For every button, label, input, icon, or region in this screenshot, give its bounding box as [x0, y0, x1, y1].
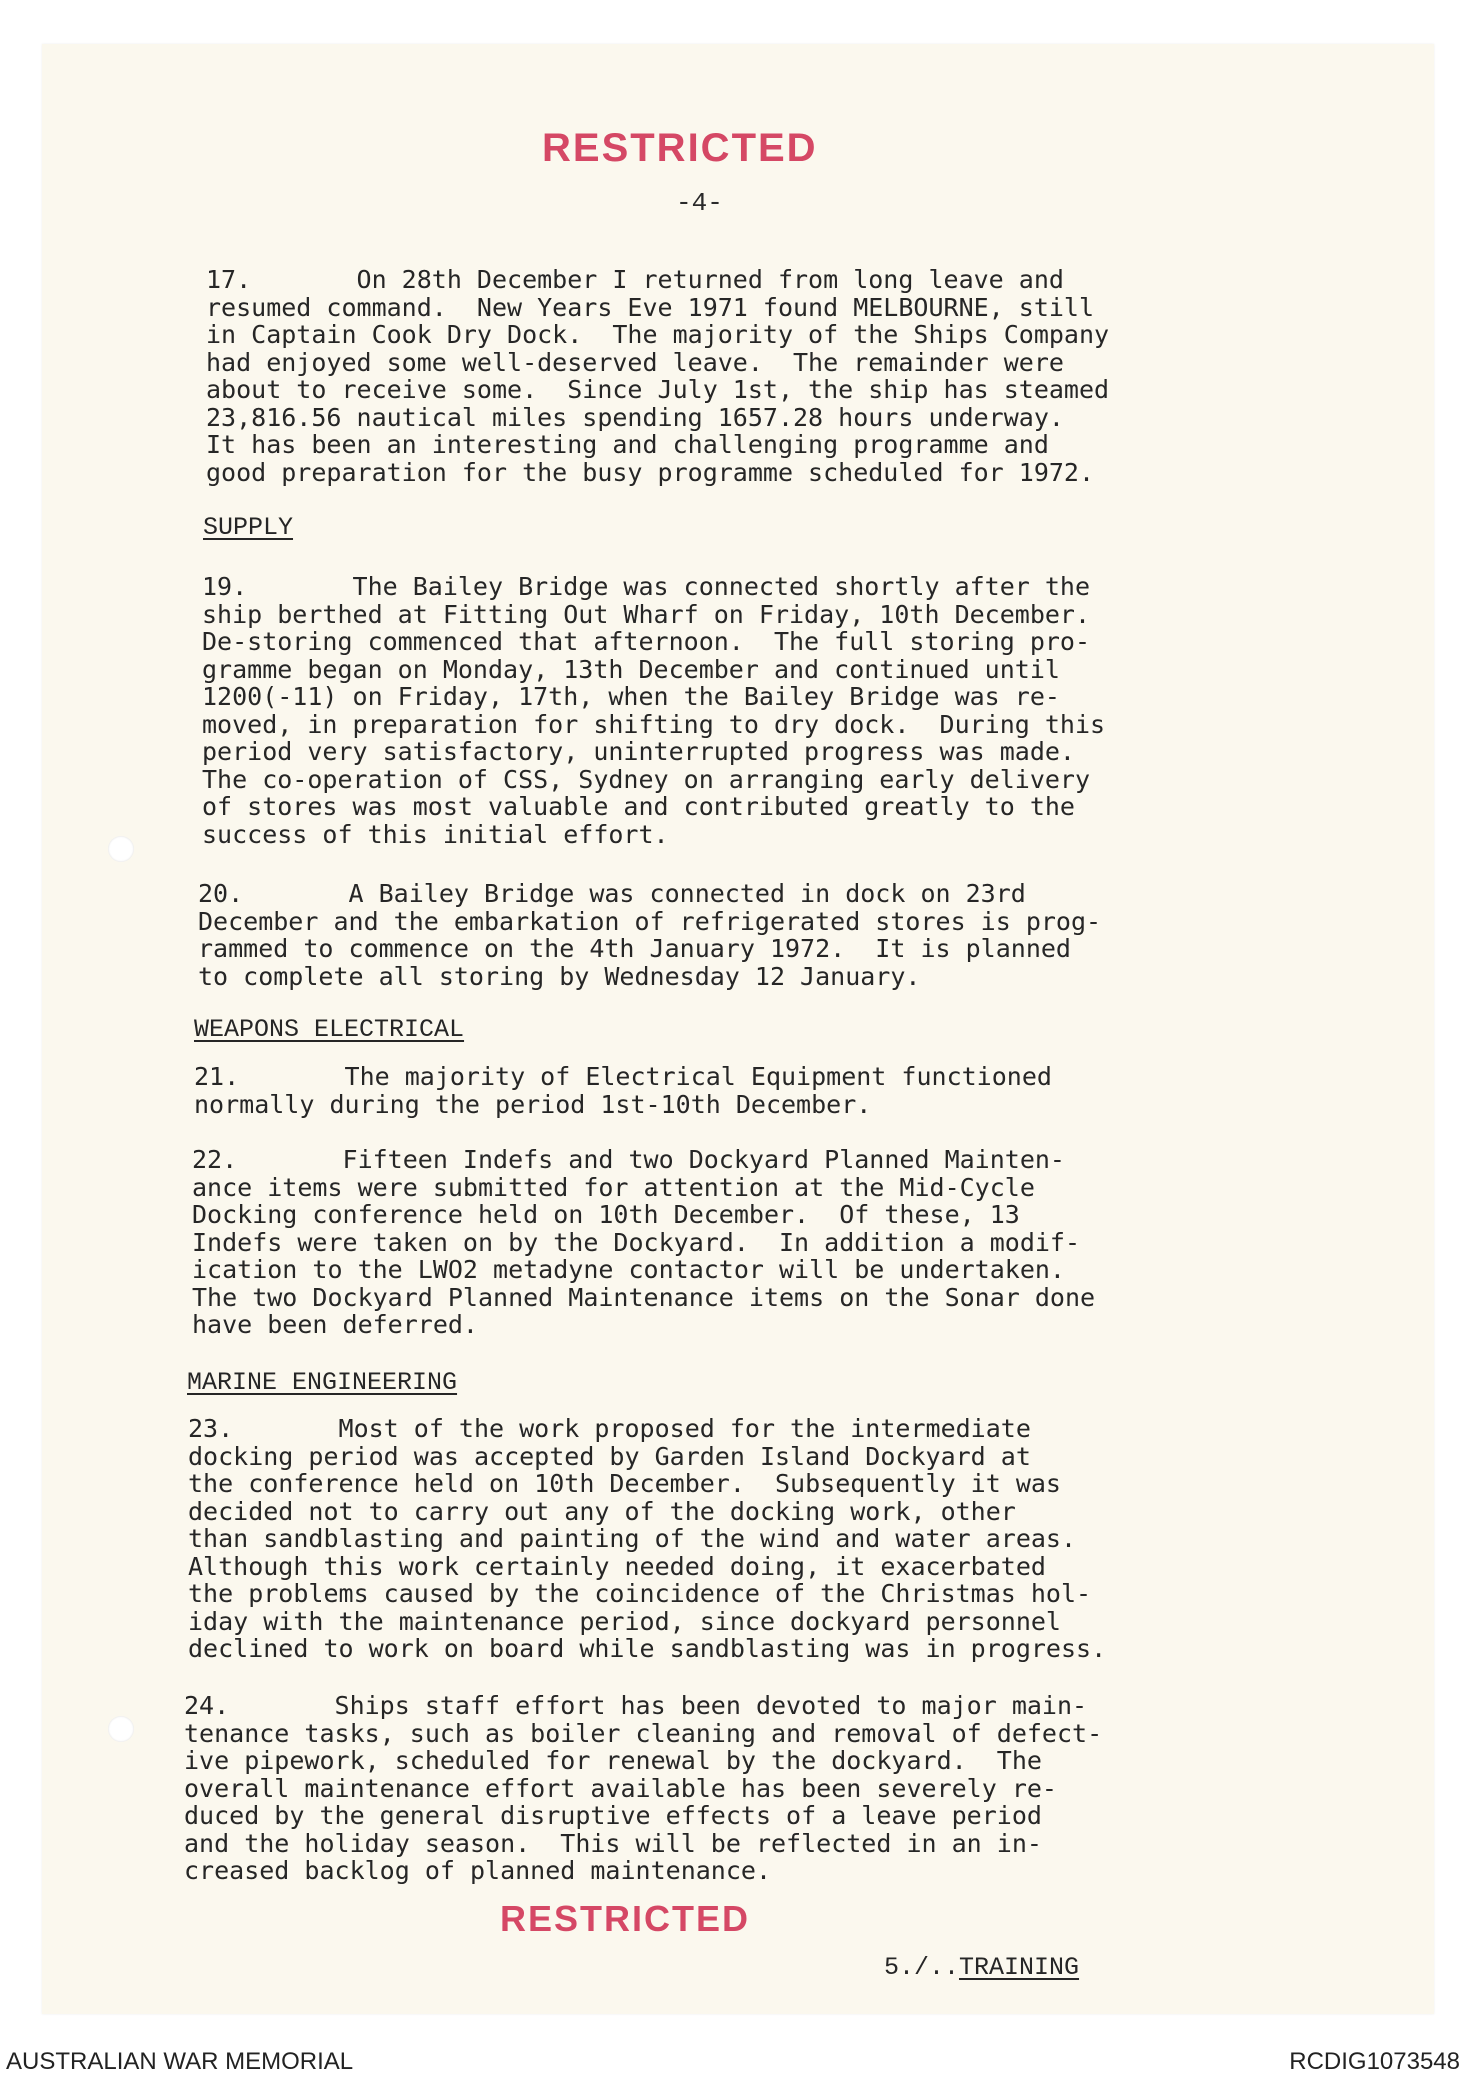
paragraph-19: 19. The Bailey Bridge was connected shortly after the ship berthed at Fitting Out Wharf on Friday, 10th December. De-storing commenced that afternoon. The full storing pro- gramme began on Monday, 13th December and continued until 1200(-11) on Friday, 17th, when the Bailey Bridge was re- moved, in preparation for shifting to dry dock. During this period very satisfactory, uninterrupted progress was made. The co-operation of CSS, Sydney on arranging early delivery of stores was most valuable and contributed greatly to the success of this initial effort.: [202, 572, 1106, 849]
archive-caption-left: AUSTRALIAN WAR MEMORIAL: [6, 2048, 354, 2075]
restricted-stamp-top: RESTRICTED: [542, 126, 818, 170]
page-number: -4-: [676, 188, 723, 218]
paragraph-21: 21. The majority of Electrical Equipment functioned normally during the period 1st-10th December.: [194, 1062, 1052, 1119]
archive-caption-right: RCDIG1073548: [1289, 2048, 1460, 2075]
heading-supply: SUPPLY: [203, 513, 294, 542]
continuation-prefix: 5./..: [884, 1953, 960, 1982]
paragraph-17: 17. On 28th December I returned from long leave and resumed command. New Years Eve 1971 found MELBOURNE, still in Captain Cook Dry Dock. The majority of the Ships Company had enjoyed some well-deserved leave. The remainder were about to receive some. Since July 1st, the ship has steamed 23,816.56 nautical miles spending 1657.28 hours underway. It has been an interesting and challenging programme and good preparation for the busy programme scheduled for 1972.: [206, 265, 1110, 487]
heading-marine-engineering: MARINE ENGINEERING: [187, 1368, 458, 1397]
punch-hole: [108, 1716, 134, 1742]
paragraph-24: 24. Ships staff effort has been devoted to major main- tenance tasks, such as boiler cleaning and removal of defect- ive pipework, scheduled for renewal by the dockyard. The overall maintenance effort available has been severely re- duced by the general disruptive effects of a leave period and the holiday season. This will be reflected in an in- creased backlog of planned maintenance.: [184, 1691, 1103, 1885]
continuation-note: [884, 1953, 1079, 1982]
continuation-word: TRAINING: [959, 1953, 1080, 1982]
paragraph-23: 23. Most of the work proposed for the intermediate docking period was accepted by Garden Island Dockyard at the conference held on 10th December. Subsequently it was decided not to carry out any of the docking work, other than sandblasting and painting of the wind and water areas. Although this work certainly needed doing, it exacerbated the problems caused by the coincidence of the Christmas hol- iday with the maintenance period, since dockyard personnel declined to work on board while sandblasting was in progress.: [188, 1414, 1107, 1663]
restricted-stamp-bottom: RESTRICTED: [500, 1898, 751, 1939]
paragraph-20: 20. A Bailey Bridge was connected in dock on 23rd December and the embarkation of refrigerated stores is prog- rammed to commence on the 4th January 1972. It is planned to complete all storing by Wednesday 12 January.: [198, 879, 1102, 991]
punch-hole: [108, 836, 134, 862]
heading-weapons-electrical: WEAPONS ELECTRICAL: [194, 1015, 465, 1044]
paragraph-22: 22. Fifteen Indefs and two Dockyard Planned Mainten- ance items were submitted for attention at the Mid-Cycle Docking conference held on 10th December. Of these, 13 Indefs were taken on by the Dockyard. In addition a modif- ication to the LWO2 metadyne contactor will be undertaken. The two Dockyard Planned Maintenance items on the Sonar done have been deferred.: [192, 1145, 1096, 1339]
